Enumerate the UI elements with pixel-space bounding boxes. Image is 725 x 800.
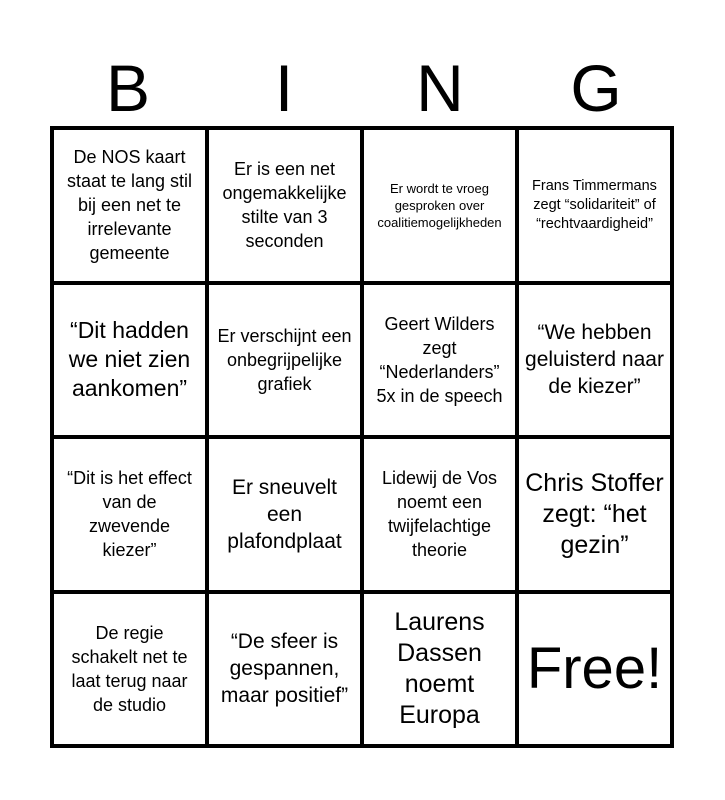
bingo-cell-2-2[interactable]	[209, 285, 360, 436]
bingo-cell-free[interactable]	[519, 594, 670, 745]
bingo-cell-3-1[interactable]	[54, 439, 205, 590]
cell-text: De regie schakelt net te laat terug naar de studio	[71, 622, 188, 715]
header-letter-i: I	[274, 51, 294, 125]
bingo-cell-4-1[interactable]	[54, 594, 205, 745]
bingo-cell-3-4[interactable]	[519, 439, 670, 590]
cell-text: “Dit hadden we niet zien aankomen”	[68, 317, 191, 402]
bingo-header	[50, 52, 674, 124]
cell-text: Er verschijnt een onbegrijpelijke grafiek	[217, 325, 352, 394]
bingo-cell-3-3[interactable]	[364, 439, 515, 590]
cell-text: De NOS kaart staat te lang stil bij een net te irrelevante gemeente	[66, 147, 193, 264]
bingo-cell-1-4[interactable]	[519, 130, 670, 281]
bingo-cell-2-3[interactable]	[364, 285, 515, 436]
cell-text: Er sneuvelt een plafondplaat	[227, 475, 342, 553]
cell-text: Chris Stoffer zegt: “het gezin”	[525, 468, 664, 559]
cell-text: “We hebben geluisterd naar de kiezer”	[525, 321, 664, 399]
cell-text: Laurens Dassen noemt Europa	[394, 607, 485, 729]
header-letter-n: N	[416, 51, 464, 125]
bingo-cell-1-3[interactable]	[364, 130, 515, 281]
bingo-cell-4-2[interactable]	[209, 594, 360, 745]
bingo-cell-2-1[interactable]	[54, 285, 205, 436]
bingo-cell-3-2[interactable]	[209, 439, 360, 590]
cell-text: Er wordt te vroeg gesproken over coalitiemogelijkheden	[377, 180, 502, 230]
bingo-cell-4-3[interactable]	[364, 594, 515, 745]
cell-text: Lidewij de Vos noemt een twijfelachtige theorie	[381, 468, 498, 561]
cell-text: Frans Timmermans zegt “solidariteit” of “rechtvaardigheid”	[532, 177, 657, 232]
cell-text: “Dit is het effect van de zwevende kiezer”	[67, 468, 192, 561]
bingo-cell-2-4[interactable]	[519, 285, 670, 436]
cell-text: Geert Wilders zegt “Nederlanders” 5x in de speech	[376, 313, 503, 406]
header-letter-g: G	[570, 51, 622, 125]
bingo-cell-1-1[interactable]	[54, 130, 205, 281]
header-letter-b: B	[105, 51, 151, 125]
free-space-text: Free!	[526, 635, 663, 701]
cell-text: “De sfeer is gespannen, maar positief”	[220, 630, 349, 708]
bingo-cell-1-2[interactable]	[209, 130, 360, 281]
bingo-grid	[50, 126, 674, 748]
cell-text: Er is een net ongemakkelijke stilte van 3 seconden	[222, 159, 347, 252]
